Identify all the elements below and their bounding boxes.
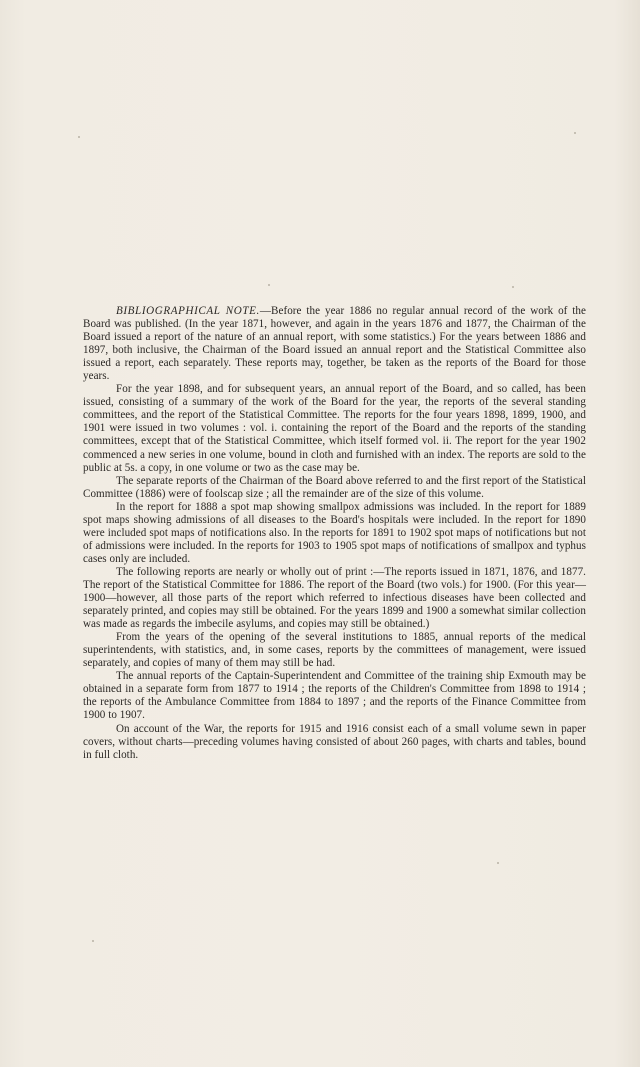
paragraph-4: In the report for 1888 a spot map showing smallpox admissions was included. In the report for 1889 spot maps showing admissions of all diseases to the Board's hospitals were included. In the report for 1890 were included spot maps of notifications also. In the reports for 1891 to 1902 spot maps of notifications but not of admissions were included. In the reports for 1903 to 1905 spot maps of notifications of smallpox and typhus cases only are included. xyxy=(83,500,586,565)
note-heading: BIBLIOGRAPHICAL NOTE. xyxy=(116,305,260,317)
paragraph-7: The annual reports of the Captain-Superintendent and Committee of the training ship Exmouth may be obtained in a separate form from 1877 to 1914 ; the reports of the Children's Committee from 1898 to 1914 ; the reports of the Ambulance Committee from 1884 to 1897 ; and the reports of the Finance Committee from 1900 to 1907. xyxy=(83,670,586,722)
paper-speck xyxy=(497,862,499,864)
paper-speck xyxy=(574,132,576,134)
paper-speck xyxy=(268,284,270,286)
paragraph-1 xyxy=(83,305,586,383)
paper-speck xyxy=(92,940,94,942)
paragraph-8: On account of the War, the reports for 1915 and 1916 consist each of a small volume sewn in paper covers, without charts—preceding volumes having consisted of about 260 pages, with charts and tables, bound in full cloth. xyxy=(83,722,586,761)
paper-speck xyxy=(78,136,80,138)
paper-speck xyxy=(512,286,514,288)
paragraph-5: The following reports are nearly or wholly out of print :—The reports issued in 1871, 1876, and 1877. The report of the Statistical Committee for 1886. The report of the Board (two vols.) for 1900. (For this year—1900—however, all those parts of the report which referred to infectious diseases have been collected and separately printed, and copies may still be obtained. For the years 1899 and 1900 a somewhat similar collection was made as regards the imbecile asylums, and copies may still be obtained.) xyxy=(83,565,586,631)
bibliographical-note xyxy=(83,305,586,762)
paragraph-3: The separate reports of the Chairman of the Board above referred to and the first report of the Statistical Committee (1886) were of foolscap size ; all the remainder are of the size of this volume. xyxy=(83,474,586,500)
paragraph-6: From the years of the opening of the several institutions to 1885, annual reports of the medical superintendents, with statistics, and, in some cases, reports by the committees of management, were issued separately, and copies of many of them may still be had. xyxy=(83,631,586,670)
paragraph-2: For the year 1898, and for subsequent years, an annual report of the Board, and so called, has been issued, consisting of a summary of the work of the Board for the year, the reports of the several standing committees, and the report of the Statistical Committee. The reports for the four years 1898, 1899, 1900, and 1901 were issued in two volumes : vol. i. containing the report of the Board and the reports of the standing committees, except that of the Statistical Committee, which itself formed vol. ii. The report for the year 1902 commenced a new series in one volume, bound in cloth and furnished with an index. The reports are sold to the public at 5s. a copy, in one volume or two as the case may be. xyxy=(83,383,586,474)
paragraph-1-text: —Before the year 1886 no regular annual record of the work of the Board was published. (In the year 1871, however, and again in the years 1876 and 1877, the Chairman of the Board issued a report of the nature of an annual report, with some statistics.) For the years between 1886 and 1897, both inclusive, the Chairman of the Board issued an annual report and the Statistical Committee also issued a report, each separately. These reports may, together, be taken as the reports of the Board for those years. xyxy=(83,305,587,383)
